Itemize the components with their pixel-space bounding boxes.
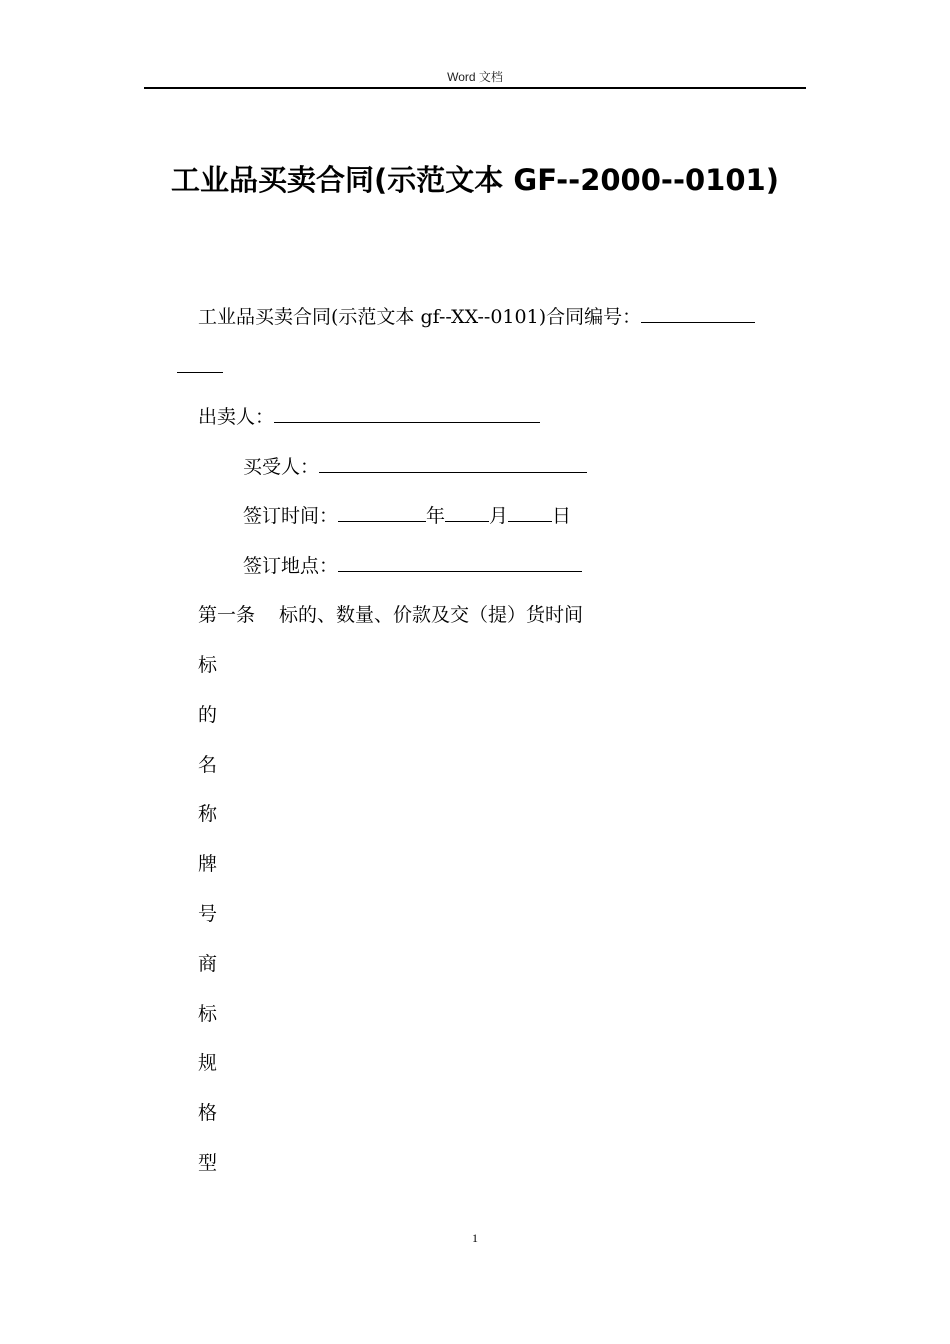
vertical-char: 标 (198, 1003, 218, 1025)
contract-number-blank[interactable] (641, 304, 755, 323)
vertical-char: 的 (198, 704, 218, 726)
intro-line (198, 304, 755, 329)
sign-time-line (243, 503, 571, 528)
day-blank[interactable] (508, 503, 552, 522)
contract-number-blank-tail[interactable] (177, 354, 223, 373)
article-1-text: 标的、数量、价款及交（提）货时间 (279, 604, 584, 626)
month-label: 月 (489, 505, 509, 527)
year-label: 年 (426, 505, 446, 527)
vertical-char: 称 (198, 803, 218, 825)
vertical-char: 商 (198, 953, 218, 975)
year-blank[interactable] (338, 503, 426, 522)
vertical-char: 规 (198, 1052, 218, 1074)
vertical-char: 型 (198, 1152, 218, 1174)
page-number: 1 (472, 1231, 478, 1245)
article-1-label: 第一条 (198, 604, 256, 626)
buyer-label: 买受人： (243, 456, 320, 478)
page-header: Word 文档 (447, 70, 503, 84)
vertical-char: 格 (198, 1102, 218, 1124)
vertical-char: 牌 (198, 853, 218, 875)
header-divider (144, 87, 806, 89)
intro-line-continued (177, 354, 223, 379)
sign-place-label: 签订地点： (243, 555, 339, 577)
day-label: 日 (552, 505, 572, 527)
buyer-line (243, 454, 587, 479)
buyer-blank[interactable] (319, 454, 587, 473)
seller-label: 出卖人： (198, 406, 275, 428)
sign-place-line (243, 553, 582, 578)
vertical-char: 名 (198, 754, 218, 776)
sign-place-blank[interactable] (338, 553, 582, 572)
month-blank[interactable] (445, 503, 489, 522)
seller-line (198, 404, 540, 429)
document-title: 工业品买卖合同(示范文本 GF--2000--0101) (171, 163, 779, 197)
intro-text: 工业品买卖合同(示范文本 gf--XX--0101)合同编号： (198, 306, 642, 328)
vertical-char: 标 (198, 654, 218, 676)
seller-blank[interactable] (274, 404, 540, 423)
sign-time-label: 签订时间： (243, 505, 339, 527)
vertical-char: 号 (198, 903, 218, 925)
article-1-heading (198, 603, 583, 627)
